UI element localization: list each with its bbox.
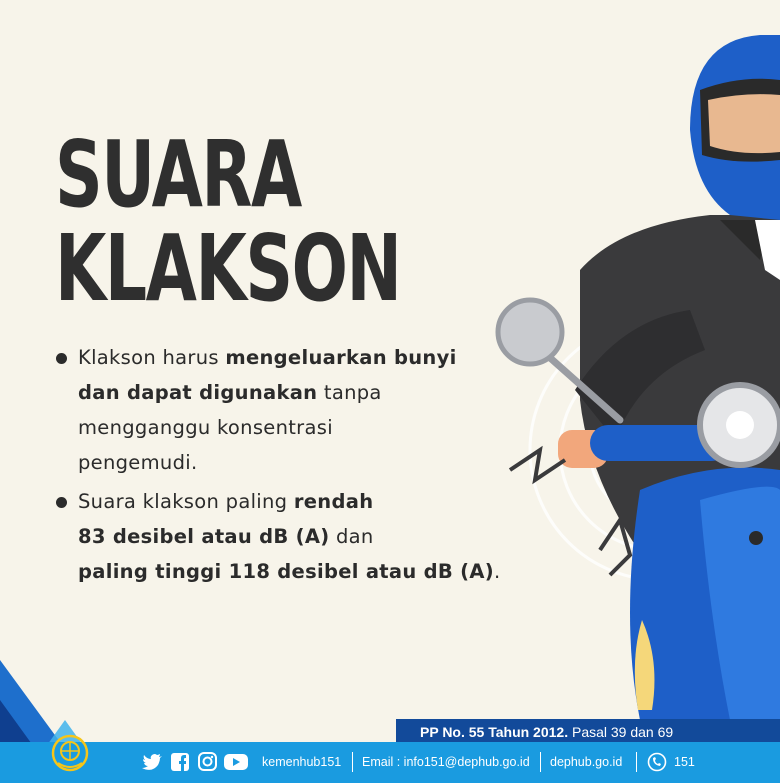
- bullet-bold-text: paling tinggi 118 desibel atau dB (A): [78, 560, 494, 583]
- instagram-icon[interactable]: [196, 752, 218, 772]
- youtube-icon[interactable]: [223, 752, 249, 772]
- website-link[interactable]: dephub.go.id: [550, 755, 623, 769]
- footer-divider: [352, 752, 353, 772]
- bullet-text: tanpa: [317, 381, 382, 404]
- regulation-reference: [420, 722, 673, 742]
- twitter-icon[interactable]: [142, 752, 164, 772]
- bullet-list: [56, 340, 526, 593]
- facebook-icon[interactable]: [169, 752, 191, 772]
- bullet-bold-text: dan dapat digunakan: [78, 381, 318, 404]
- bullet-bold-text: 83 desibel atau dB (A): [78, 525, 330, 548]
- hotline-number[interactable]: 151: [674, 755, 695, 769]
- footer-divider: [636, 752, 637, 772]
- regulation-rest: Pasal 39 dan 69: [568, 724, 674, 740]
- bullet-bold-text: rendah: [293, 490, 374, 513]
- bullet-dot: [56, 353, 67, 364]
- email-link[interactable]: Email : info151@dephub.go.id: [362, 755, 530, 769]
- phone-icon: [646, 752, 668, 772]
- ministry-logo: [50, 733, 90, 773]
- bullet-text: dan: [329, 525, 374, 548]
- bullet-item: [56, 340, 526, 480]
- bullet-text: Klakson harus: [78, 346, 226, 369]
- footer-divider: [540, 752, 541, 772]
- bullet-dot: [56, 497, 67, 508]
- social-handle[interactable]: kemenhub151: [262, 755, 342, 769]
- bullet-text: Suara klakson paling: [78, 490, 294, 513]
- scooter-rider-illustration: [470, 20, 780, 720]
- page-title: [55, 121, 401, 322]
- bullet-text: pengemudi.: [78, 451, 198, 474]
- bullet-text: .: [493, 560, 501, 583]
- bullet-bold-text: mengeluarkan bunyi: [225, 346, 457, 369]
- bullet-text: mengganggu konsentrasi: [78, 416, 333, 439]
- title-line-2: KLAKSON: [55, 215, 401, 322]
- title-line-1: SUARA: [55, 121, 301, 228]
- bullet-item: [56, 484, 526, 589]
- regulation-bold: PP No. 55 Tahun 2012.: [420, 724, 569, 740]
